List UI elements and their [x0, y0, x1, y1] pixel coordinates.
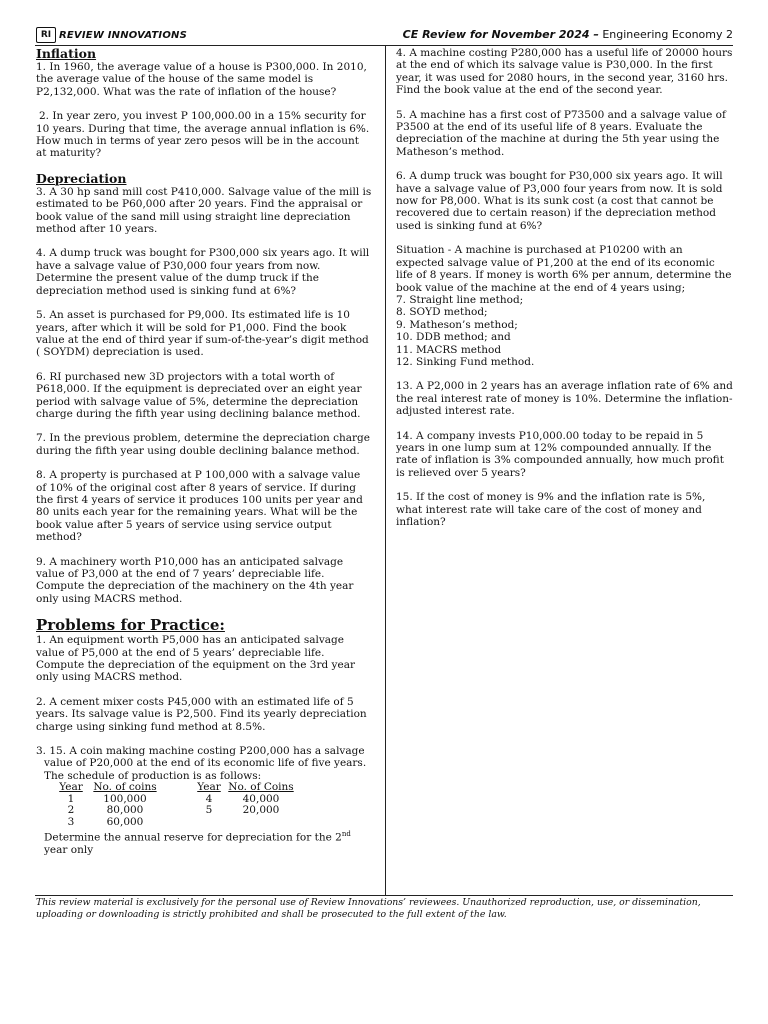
list-item: 10. DDB method; and: [396, 331, 511, 344]
problem-r15: 15. If the cost of money is 9% and the inflation rate is 5%, what interest rate will take care of the cost of money and inflation?: [396, 491, 706, 528]
problem-9: 9. A machinery worth P10,000 has an anticipated salvage value of P3,000 at the end of 7 years’ depreciable life. Compute the depreciation of the machinery on the 4th year only using MACRS method.: [36, 555, 354, 605]
section-heading-practice: Problems for Practice:: [36, 616, 225, 635]
problem-r6: 6. A dump truck was bought for P30,000 six years ago. It will have a salvage value of P3,000 four years from now. It is sold now for P8,000. What is its sunk cost (a cost that cannot be recovered due to certain reason) if the depreciation method used is sinking fund at 6%?: [396, 170, 723, 232]
practice-problem-3-line-3: The schedule of production is as follows:: [44, 769, 262, 782]
section-heading-depreciation: Depreciation: [36, 170, 127, 186]
problem-7: 7. In the previous problem, determine the depreciation charge during the fifth year using double declining balance method.: [36, 432, 370, 457]
problem-2: 2. In year zero, you invest P 100,000.00 in a 15% security for 10 years. During that time, the average annual inflation is 6%. How much in terms of year zero pesos will be in the account at maturity?: [36, 110, 370, 160]
logo: [36, 27, 187, 43]
ordinal-suffix: nd: [341, 830, 351, 839]
schedule-coins: [224, 817, 298, 829]
footer-divider: [35, 895, 733, 896]
header-title: [403, 28, 733, 41]
page-header: [35, 27, 733, 46]
problem-6: 6. RI purchased new 3D projectors with a total worth of P618,000. If the equipment is depreciated over an eight year period with salvage value of 5%, determine the depreciation charge during the fifth year using declining balance method.: [36, 370, 362, 420]
problem-5: 5. An asset is purchased for P9,000. Its estimated life is 10 years, after which it will be sold for P1,000. Find the book value at the end of third year if sum-of-the-year’s digit method ( SOYDM) depreciation is used.: [36, 309, 369, 359]
schedule-coins: 20,000: [242, 804, 280, 817]
schedule-coins: 40,000: [242, 792, 280, 805]
method-list: [396, 294, 734, 368]
practice-problem-2: 2. A cement mixer costs P45,000 with an estimated life of 5 years. Its salvage value is P2,500. Find its yearly depreciation charge using sinking fund method at 8.5%.: [36, 695, 367, 733]
column-divider: [385, 46, 386, 895]
schedule-coins: 100,000: [103, 792, 147, 805]
problem-r5: 5. A machine has a first cost of P73500 and a salvage value of P3500 at the end of its useful life of 8 years. Evaluate the depreciation of the machine at during the 5th year using the Matheson’s method.: [396, 108, 726, 158]
list-item: 11. MACRS method: [396, 343, 502, 356]
problem-4: 4. A dump truck was bought for P300,000 six years ago. It will have a salvage value of P30,000 four years from now. Determine the present value of the dump truck if the depreciation method used is sinking fund at 6%?: [36, 247, 370, 297]
list-item: 12. Sinking Fund method.: [396, 355, 535, 368]
problem-8: 8. A property is purchased at P 100,000 with a salvage value of 10% of the original cost after 8 years of service. If during the first 4 years of service it produces 100 units per year and 80 units each year for the remaining years. What will be the book value after 5 years of service using service output method?: [36, 469, 363, 544]
header-title-course: CE Review for November 2024 –: [402, 28, 599, 41]
schedule-year: 3: [67, 815, 75, 828]
problem-r13: 13. A P2,000 in 2 years has an average inflation rate of 6% and the real interest rate of money is 10%. Determine the inflation-adjusted interest rate.: [396, 380, 733, 418]
list-item: 9. Matheson’s method;: [396, 318, 518, 331]
practice-problem-3-line-2: value of P20,000 at the end of its economic life of five years.: [44, 757, 367, 770]
footer-disclaimer: This review material is exclusively for the personal use of Review Innovations’ reviewees. Unauthorized reproduction, use, or dissemination, uploading or downloading is strictly prohibited and shall be prosecuted to the full extent of the law.: [36, 897, 701, 920]
schedule-header-coins: No. of Coins: [228, 781, 294, 794]
table-row: [56, 817, 298, 829]
header-title-subject: Engineering Economy 2: [598, 28, 733, 41]
list-item: 8. SOYD method;: [396, 306, 488, 319]
schedule-coins: 60,000: [106, 815, 144, 828]
practice-problem-3-line-1: 3. 15. A coin making machine costing P200,000 has a salvage: [36, 745, 365, 758]
practice-problem-3-question: [36, 828, 372, 856]
production-schedule-table: [56, 782, 298, 828]
section-heading-inflation: Inflation: [36, 46, 97, 61]
problem-r14: 14. A company invests P10,000.00 today to be repaid in 5 years in one lump sum at 12% compounded annually. If the rate of inflation is 3% compounded annually, how much profit is relieved over 5 years?: [396, 429, 724, 479]
situation-text: Situation - A machine is purchased at P10200 with an expected salvage value of P1,200 at the end of its economic life of 8 years. If money is worth 6% per annum, determine the book value of the machine at the end of 4 years using;: [396, 244, 732, 294]
schedule-header-year: Year: [59, 781, 83, 794]
right-column: [396, 47, 734, 528]
schedule-year: 2: [67, 804, 75, 817]
list-item: 7. Straight line method;: [396, 293, 524, 306]
practice-problem-3-question-text: Determine the annual reserve for depreciation for the 2: [44, 831, 342, 844]
problem-3: 3. A 30 hp sand mill cost P410,000. Salvage value of the mill is estimated to be P60,000 after 20 years. Find the appraisal or book value of the sand mill using straight line depreciation method after 10 years.: [36, 185, 372, 236]
schedule-header-year: Year: [197, 781, 221, 794]
left-column: [36, 47, 372, 857]
problem-r4: 4. A machine costing P280,000 has a useful life of 20000 hours at the end of which its salvage value is P30,000. In the first year, it was used for 2080 hours, in the second year, 3160 hrs. Find the book value at the end of the second year.: [396, 47, 733, 97]
problem-1: 1. In 1960, the average value of a house is P300,000. In 2010, the average value of the house of the same model is P2,132,000. What was the rate of inflation of the house?: [36, 61, 367, 98]
schedule-year: 5: [205, 804, 213, 817]
logo-text: REVIEW INNOVATIONS: [59, 29, 187, 41]
schedule-year: 4: [205, 792, 213, 805]
practice-problem-3-question-end: year only: [44, 844, 94, 857]
schedule-year: 1: [67, 792, 75, 805]
schedule-header-coins: No. of coins: [93, 781, 157, 794]
practice-problem-1: 1. An equipment worth P5,000 has an anticipated salvage value of P5,000 at the end of 5 years’ depreciable life. Compute the depreciation of the equipment on the 3rd year only using MACRS method.: [36, 634, 355, 684]
schedule-year: [194, 817, 224, 829]
logo-mark: RI: [36, 27, 56, 43]
schedule-coins: 80,000: [106, 804, 144, 817]
table-row: [56, 805, 298, 817]
